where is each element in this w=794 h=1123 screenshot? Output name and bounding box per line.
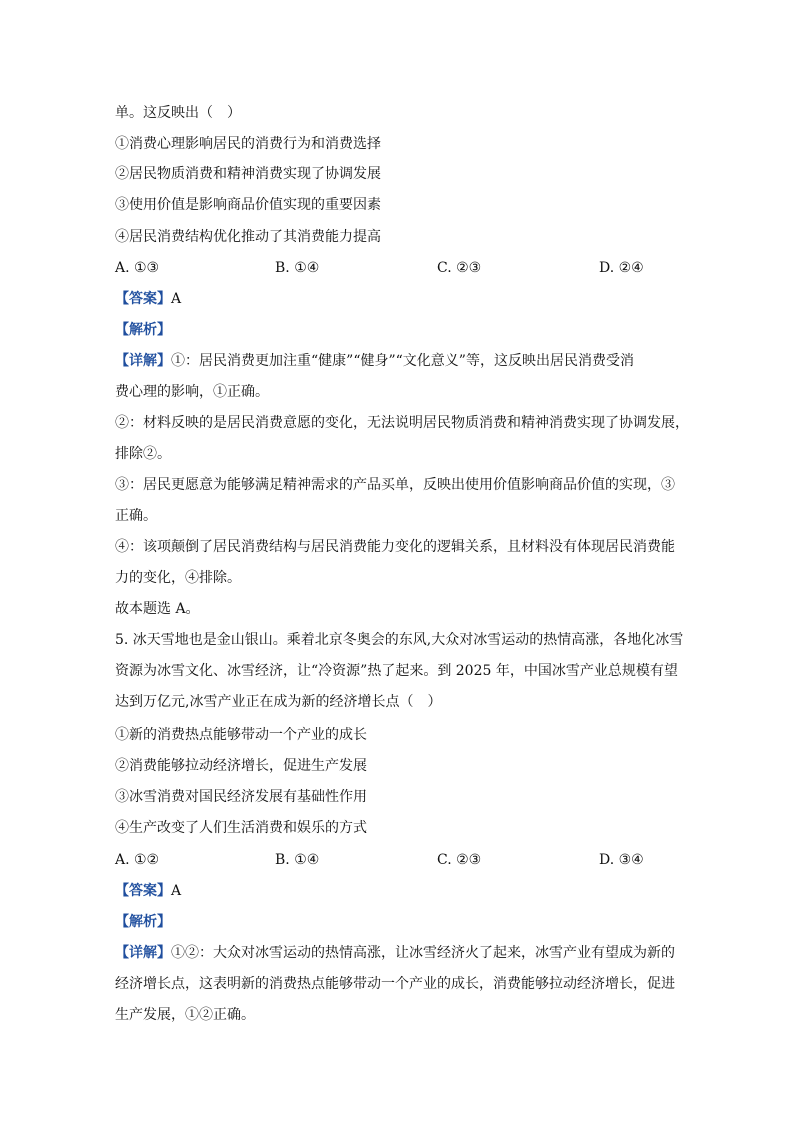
q4-option-a: A. ①③ (115, 260, 160, 276)
q4-item-1: ①消费心理影响居民的消费行为和消费选择 (115, 136, 381, 152)
q5-detail-line-2: 经济增长点，这表明新的消费热点能够带动一个产业的成长，消费能够拉动经济增长，促进 (115, 976, 675, 992)
q4-stem-end: 单。这反映出（ ） (115, 105, 241, 121)
q5-option-b: B. ①④ (275, 852, 320, 868)
q5-answer-line (115, 881, 181, 901)
detail-text: ①：居民消费更加注重“健康”“健身”“文化意义”等，这反映出居民消费受消 (171, 353, 634, 369)
q4-conclusion: 故本题选 A。 (115, 601, 200, 617)
q5-stem-line-1: 5. 冰天雪地也是金山银山。乘着北京冬奥会的东风,大众对冰雪运动的热情高涨，各地化冰雪 (115, 632, 684, 648)
q5-item-1: ①新的消费热点能够带动一个产业的成长 (115, 727, 367, 743)
q5-stem-line-3: 达到万亿元,冰雪产业正在成为新的经济增长点（ ） (115, 694, 442, 710)
analysis-tag: 【解析】 (115, 322, 171, 338)
q4-item-4: ④居民消费结构优化推动了其消费能力提高 (115, 229, 381, 245)
analysis-tag: 【解析】 (115, 914, 171, 930)
q4-detail-line-7: ④：该项颠倒了居民消费结构与居民消费能力变化的逻辑关系，且材料没有体现居民消费能 (115, 539, 675, 555)
q4-option-d: D. ②④ (599, 260, 644, 276)
q4-detail-line-6: 正确。 (115, 508, 157, 524)
q5-item-2: ②消费能够拉动经济增长，促进生产发展 (115, 758, 367, 774)
q4-detail-line-8: 力的变化，④排除。 (115, 570, 241, 586)
q5-detail-line-1 (115, 943, 675, 963)
answer-value: A (171, 883, 182, 899)
q5-option-d: D. ③④ (599, 852, 644, 868)
answer-tag: 【答案】 (115, 883, 171, 899)
q5-detail-line-3: 生产发展，①②正确。 (115, 1007, 255, 1023)
q5-option-c: C. ②③ (437, 852, 482, 868)
q4-detail-line-5: ③：居民更愿意为能够满足精神需求的产品买单，反映出使用价值影响商品价值的实现，③ (115, 477, 675, 493)
q4-detail-line-1 (115, 351, 634, 371)
q4-detail-line-3: ②：材料反映的是居民消费意愿的变化，无法说明居民物质消费和精神消费实现了协调发展， (115, 415, 689, 431)
q5-analysis-line (115, 912, 171, 932)
q4-analysis-line (115, 320, 171, 340)
q5-option-a: A. ①② (115, 852, 160, 868)
q4-item-3: ③使用价值是影响商品价值实现的重要因素 (115, 197, 381, 213)
q5-item-3: ③冰雪消费对国民经济发展有基础性作用 (115, 789, 367, 805)
detail-tag: 【详解】 (115, 945, 171, 961)
q4-detail-line-2: 费心理的影响，①正确。 (115, 384, 269, 400)
q5-stem-line-2: 资源为冰雪文化、冰雪经济，让“冷资源”热了起来。到 2025 年，中国冰雪产业总规模有望 (115, 663, 678, 679)
answer-tag: 【答案】 (115, 291, 171, 307)
q4-detail-line-4: 排除②。 (115, 446, 171, 462)
detail-text: ①②：大众对冰雪运动的热情高涨，让冰雪经济火了起来，冰雪产业有望成为新的 (171, 945, 675, 961)
q5-item-4: ④生产改变了人们生活消费和娱乐的方式 (115, 820, 367, 836)
q4-answer-line (115, 289, 181, 309)
q4-option-c: C. ②③ (437, 260, 482, 276)
answer-value: A (171, 291, 182, 307)
detail-tag: 【详解】 (115, 353, 171, 369)
q4-item-2: ②居民物质消费和精神消费实现了协调发展 (115, 166, 381, 182)
q4-option-b: B. ①④ (275, 260, 320, 276)
